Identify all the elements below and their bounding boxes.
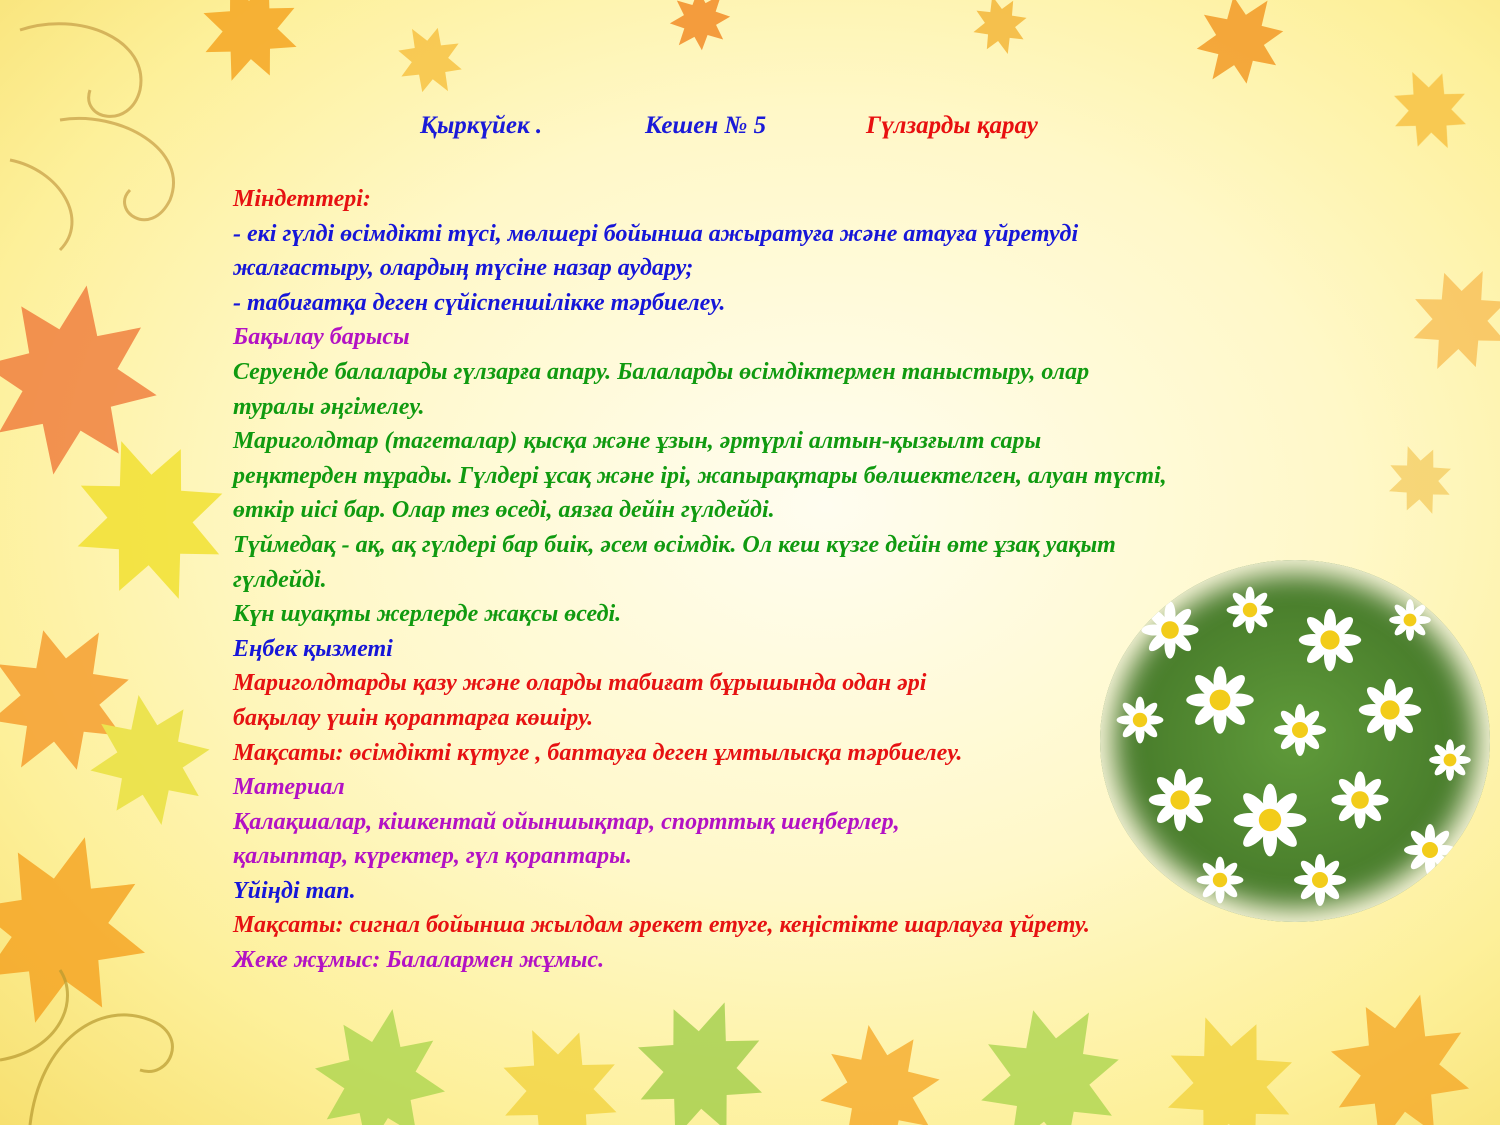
text-line: Мақсаты: өсімдікті күтуге , баптауға деген ұмтылысқа тәрбиелеу.: [233, 739, 963, 766]
header: [0, 112, 1500, 152]
text-line: Мариголдтар (тагеталар) қысқа және ұзын, әртүрлі алтын-қызғылт сары: [233, 428, 1042, 455]
text-line: Күн шуақты жерлерде жақсы өседі.: [233, 601, 622, 628]
text-line: Мақсаты: сигнал бойынша жылдам әрекет етуге, кеңістікте шарлауға үйрету.: [233, 912, 1090, 939]
text-line: Жеке жұмыс: Балалармен жұмыс.: [233, 947, 605, 974]
text-line: реңктерден тұрады. Гүлдері ұсақ және ірі, жапырақтары бөлшектелген, алуан түсті,: [233, 462, 1167, 489]
text-line: - екі гүлді өсімдікті түсі, мөлшері бойынша ажыратуға және атауға үйретуді: [233, 220, 1079, 247]
text-line: гүлдейді.: [233, 566, 327, 593]
month-label: Қыркүйек .: [420, 112, 543, 139]
text-line: бақылау үшін қораптарға көшіру.: [233, 704, 594, 731]
text-line: Еңбек қызметі: [233, 635, 393, 662]
text-line: Материал: [233, 774, 345, 801]
text-line: Міндеттері:: [233, 186, 371, 212]
text-line: Серуенде балаларды гүлзарға апару. Балаларды өсімдіктермен таныстыру, олар: [233, 358, 1090, 385]
text-line: Қалақшалар, кішкентай ойыншықтар, спорттық шеңберлер,: [233, 808, 900, 835]
text-line: өткір иісі бар. Олар тез өседі, аязға дейін гүлдейді.: [233, 497, 775, 524]
chamomile-photo: [1100, 560, 1490, 922]
daisy-flowers-icon: [1100, 560, 1490, 922]
text-line: туралы әңгімелеу.: [233, 393, 425, 420]
text-line: Түймедақ - ақ, ақ гүлдері бар биік, әсем өсімдік. Ол кеш күзге дейін өте ұзақ уақыт: [233, 531, 1116, 558]
text-line: жалғастыру, олардың түсіне назар аудару;: [233, 255, 694, 282]
text-line: Мариголдтарды қазу және оларды табиғат бұрышында одан әрі: [233, 670, 927, 697]
topic-title: Гүлзарды қарау: [866, 112, 1038, 139]
text-line: Үйіңді тап.: [233, 877, 356, 904]
text-line: Бақылау барысы: [233, 324, 410, 351]
complex-number-label: Кешен № 5: [645, 112, 767, 139]
text-line: - табиғатқа деген сүйіспеншілікке тәрбиелеу.: [233, 289, 726, 316]
text-line: қалыптар, күректер, гүл қораптары.: [233, 843, 632, 870]
